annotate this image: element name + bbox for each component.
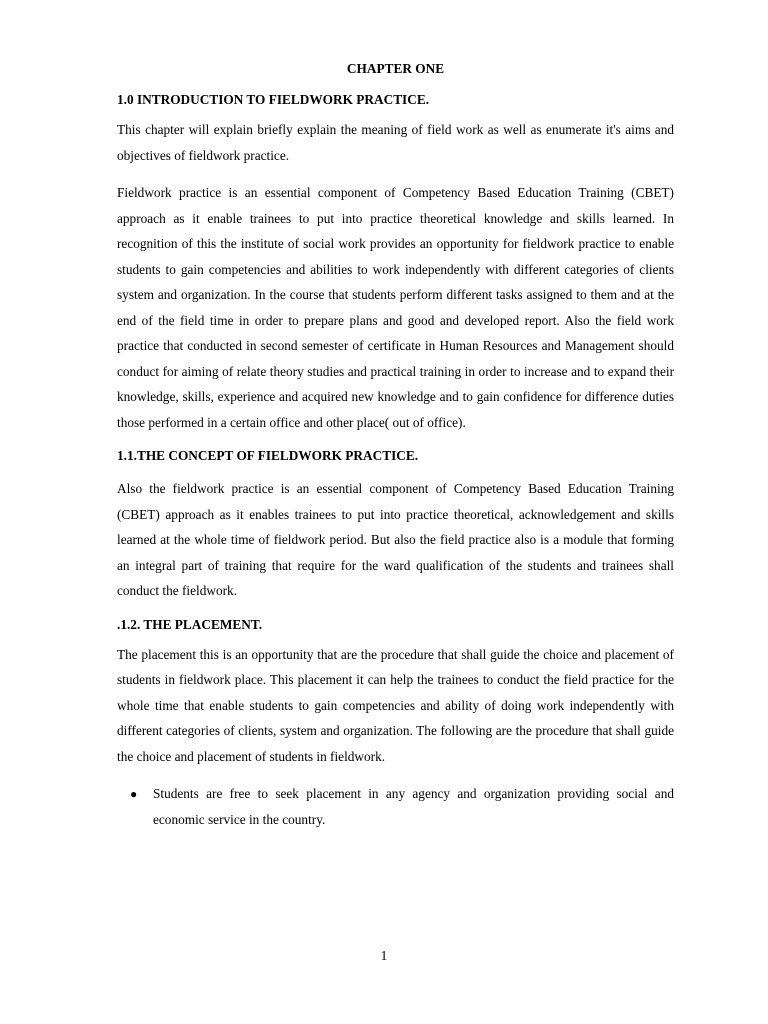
section-heading-introduction: 1.0 INTRODUCTION TO FIELDWORK PRACTICE. (117, 92, 430, 107)
placement-paragraph-1: The placement this is an opportunity that are the procedure that shall guide the choice and placement of students in fieldwork place. This placement it can help the trainees to conduct the field practice for the whole time that enable students to gain competencies and ability of doing work independently with different categories of clients, system and organization. The following are the procedure that shall guide the choice and placement of students in fieldwork. (117, 646, 674, 764)
intro-paragraph-2: Fieldwork practice is an essential component of Competency Based Education Training (CBET) approach as it enable trainees to put into practice theoretical knowledge and skills learned. In recognition of this the institute of social work provides an opportunity for fieldwork practice to enable students to gain competencies and abilities to work independently with different categories of clients system and organization. In the course that students perform different tasks assigned to them and at the end of the field time in order to prepare plans and good and developed report. Also the field work practice that conducted in second semester of certificate in Human Resources and Management should conduct for aiming of relate theory studies and practical training in order to increase and to expand their knowledge, skills, experience and acquired new knowledge and to gain confidence for difference duties those performed in a certain office and other place( out of office). (117, 185, 674, 430)
bullet-icon: ● (130, 787, 138, 801)
page-content (117, 60, 674, 833)
page-number: 1 (380, 948, 388, 963)
bullet-text: Students are free to seek placement in any agency and organization providing social and economic service in the country. (153, 786, 674, 827)
placement-bullet-list (117, 781, 674, 833)
chapter-title: CHAPTER ONE (346, 61, 445, 76)
intro-paragraph-1: This chapter will explain briefly explain the meaning of field work as well as enumerate it's aims and objectives of fieldwork practice. (117, 122, 674, 163)
section-heading-placement: .1.2. THE PLACEMENT. (117, 616, 263, 632)
section-heading-concept: 1.1.THE CONCEPT OF FIELDWORK PRACTICE. (117, 448, 419, 463)
list-item (117, 781, 674, 833)
concept-paragraph-1: Also the fieldwork practice is an essential component of Competency Based Education Training (CBET) approach as it enables trainees to put into practice theoretical, acknowledgement and skills learned at the whole time of fieldwork period. But also the field practice also is a module that forming an integral part of training that require for the ward qualification of the students and trainees shall conduct the fieldwork. (117, 481, 674, 598)
